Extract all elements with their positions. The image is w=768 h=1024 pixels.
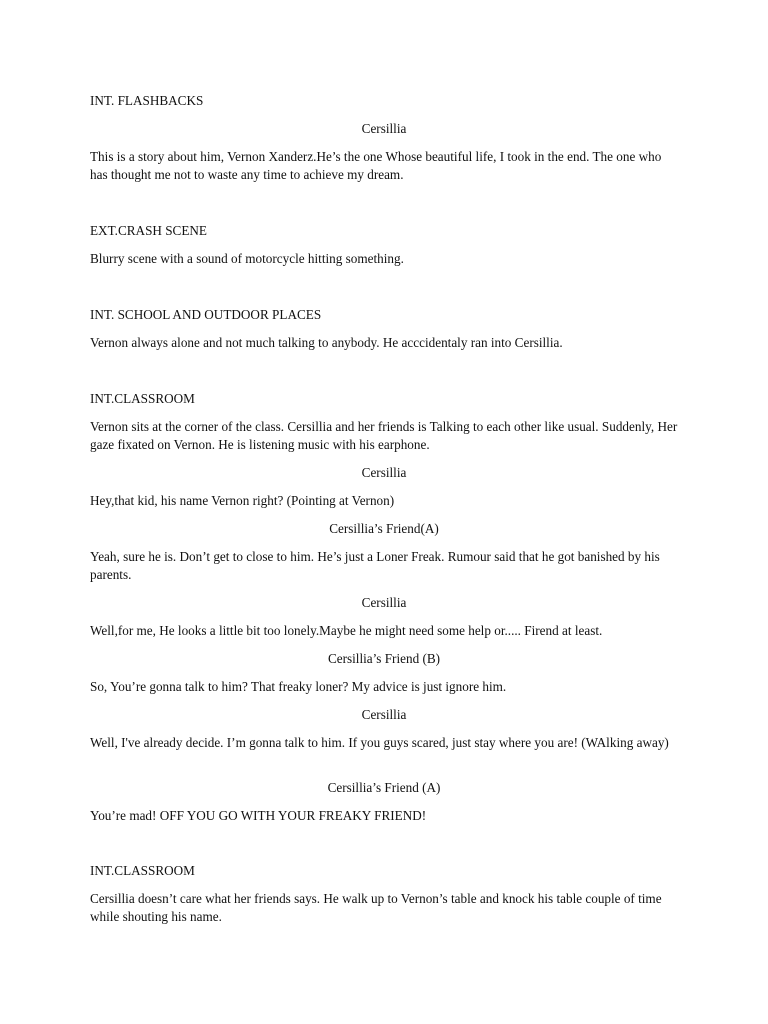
dialogue: You’re mad! OFF YOU GO WITH YOUR FREAKY FRIEND! (90, 808, 427, 823)
action-line: Vernon always alone and not much talking to anybody. He acccidentaly ran into Cersillia. (90, 335, 563, 350)
scene-heading-classroom: INT.CLASSROOM (90, 391, 195, 406)
action-line: Cersillia doesn’t care what her friends says. He walk up to Vernon’s table and knock his table couple of time while shouting his name. (90, 891, 662, 924)
scene-heading-flashbacks: INT. FLASHBACKS (90, 93, 204, 108)
dialogue: Well,for me, He looks a little bit too lonely.Maybe he might need some help or..... Firend at least. (90, 623, 603, 638)
character-name: Cersillia (361, 121, 407, 136)
action-line: Blurry scene with a sound of motorcycle hitting something. (90, 251, 404, 266)
scene-heading-classroom: INT.CLASSROOM (90, 863, 195, 878)
character-name: Cersillia (361, 595, 407, 610)
character-name: Cersillia’s Friend (A) (327, 780, 441, 795)
dialogue: So, You’re gonna talk to him? That freaky loner? My advice is just ignore him. (90, 679, 507, 694)
character-name: Cersillia (361, 707, 407, 722)
scene-heading-school: INT. SCHOOL AND OUTDOOR PLACES (90, 307, 322, 322)
scene-heading-crash: EXT.CRASH SCENE (90, 223, 207, 238)
character-name: Cersillia’s Friend (B) (327, 651, 441, 666)
action-line: Vernon sits at the corner of the class. Cersillia and her friends is Talking to each other like usual. Suddenly, Her gaze fixated on Vernon. He is listening music with his earphone. (90, 419, 678, 452)
character-name: Cersillia’s Friend(A) (329, 521, 439, 536)
dialogue: Well, I've already decide. I’m gonna talk to him. If you guys scared, just stay where you are! (WAlking away) (90, 735, 669, 750)
dialogue: This is a story about him, Vernon Xanderz.He’s the one Whose beautiful life, I took in the end. The one who has thought me not to waste any time to achieve my dream. (90, 149, 662, 182)
dialogue: Hey,that kid, his name Vernon right? (Pointing at Vernon) (90, 493, 395, 508)
dialogue: Yeah, sure he is. Don’t get to close to him. He’s just a Loner Freak. Rumour said that he got banished by his parents. (90, 549, 660, 582)
character-name: Cersillia (361, 465, 407, 480)
